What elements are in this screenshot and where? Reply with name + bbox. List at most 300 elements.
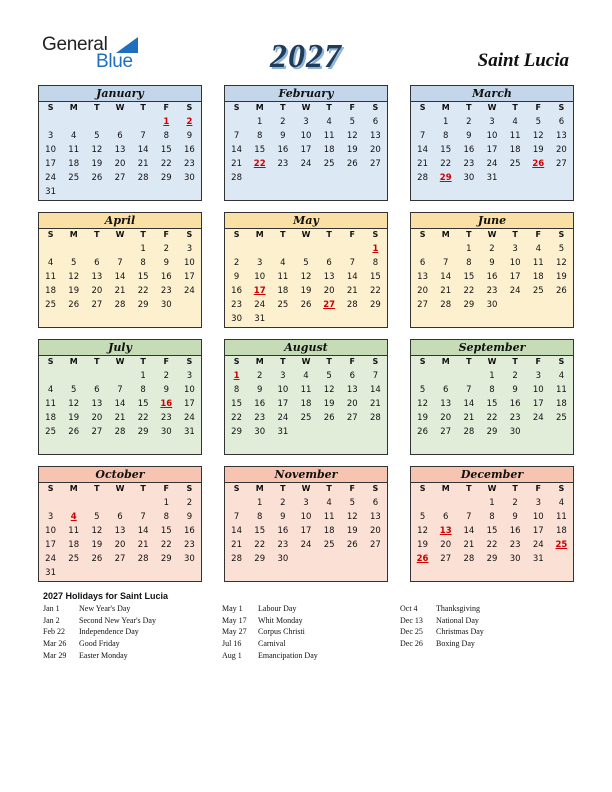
day-cell: 23: [160, 413, 172, 423]
day-cell: 2: [280, 117, 286, 127]
day-cell: 24: [532, 413, 544, 423]
day-cell: 28: [346, 300, 358, 310]
week-row: [411, 383, 573, 397]
day-cell: 24: [509, 286, 521, 296]
week-row: [225, 510, 387, 524]
weekday-label: M: [441, 103, 450, 112]
day-cell: 22: [137, 286, 149, 296]
weekday-label: T: [512, 230, 518, 239]
weekday-label: M: [255, 484, 264, 493]
day-cell: 17: [300, 145, 312, 155]
week-row: [411, 171, 573, 185]
day-cell: 25: [509, 159, 521, 169]
holiday-item: [222, 639, 318, 651]
holiday-day-cell: 29: [439, 173, 452, 183]
holiday-day-cell: 16: [160, 399, 173, 409]
day-cell: 19: [556, 272, 567, 282]
day-cell: 14: [417, 145, 428, 155]
month-name: March: [411, 86, 573, 102]
day-cell: 25: [277, 300, 289, 310]
day-cell: 3: [280, 371, 286, 381]
day-cell: 15: [137, 272, 149, 282]
day-cell: 18: [556, 399, 567, 409]
weekday-header: [39, 229, 201, 241]
day-cell: 8: [140, 385, 146, 395]
week-row: [411, 411, 573, 425]
holiday-column: [400, 604, 484, 651]
day-cell: 20: [370, 145, 381, 155]
weekday-header: [411, 483, 573, 495]
day-cell: 16: [254, 399, 266, 409]
day-cell: 9: [489, 258, 495, 268]
day-cell: 29: [231, 427, 242, 437]
day-cell: 16: [277, 145, 289, 155]
week-row: [411, 552, 573, 566]
month-january: [38, 85, 202, 201]
day-cell: 3: [257, 258, 263, 268]
weekday-label: M: [441, 357, 450, 366]
day-cell: 15: [160, 145, 172, 155]
day-cell: 19: [532, 145, 544, 155]
weekday-label: S: [233, 484, 240, 493]
logo-text-blue: Blue: [96, 51, 133, 72]
day-cell: 4: [558, 498, 565, 508]
day-cell: 25: [532, 286, 544, 296]
day-cell: 16: [463, 145, 475, 155]
month-name: October: [39, 467, 201, 483]
day-cell: 1: [140, 371, 146, 381]
day-cell: 3: [47, 512, 54, 522]
day-cell: 18: [45, 286, 56, 296]
day-cell: 12: [556, 258, 567, 268]
day-cell: 28: [440, 300, 452, 310]
week-row: [411, 496, 573, 510]
day-cell: 12: [346, 131, 358, 141]
day-cell: 18: [532, 272, 544, 282]
day-cell: 15: [486, 399, 498, 409]
day-cell: 1: [140, 244, 146, 254]
week-row: [225, 383, 387, 397]
day-cell: 20: [91, 413, 103, 423]
day-cell: 11: [45, 272, 56, 282]
day-cell: 17: [532, 526, 544, 536]
day-cell: 21: [463, 540, 475, 550]
day-cell: 23: [277, 540, 289, 550]
empty-day-cell: [155, 566, 178, 580]
day-cell: 8: [466, 258, 472, 268]
day-cell: 14: [370, 385, 381, 395]
weekday-label: W: [115, 230, 125, 239]
holiday-item: [222, 627, 318, 639]
weekday-header: [411, 356, 573, 368]
week-row: [411, 143, 573, 157]
empty-day-cell: [411, 369, 434, 383]
empty-day-cell: [364, 552, 387, 566]
day-cell: 8: [257, 131, 263, 141]
day-cell: 23: [184, 540, 195, 550]
day-cell: 14: [137, 526, 149, 536]
day-cell: 9: [257, 385, 263, 395]
day-cell: 13: [440, 399, 452, 409]
day-cell: 31: [184, 427, 195, 437]
day-cell: 31: [532, 554, 544, 564]
empty-day-cell: [364, 425, 387, 439]
day-cell: 22: [254, 540, 266, 550]
empty-day-cell: [411, 242, 434, 256]
empty-day-cell: [457, 496, 480, 510]
holiday-date: Dec 26: [400, 639, 423, 649]
day-cell: 3: [186, 244, 193, 254]
weekday-label: M: [69, 230, 78, 239]
day-cell: 15: [254, 526, 266, 536]
holiday-day-cell: 26: [416, 554, 429, 564]
day-cell: 18: [45, 413, 56, 423]
holiday-day-cell: 17: [253, 286, 266, 296]
week-row: [225, 284, 387, 298]
weekday-label: M: [69, 103, 78, 112]
day-cell: 3: [535, 498, 541, 508]
month-name: November: [225, 467, 387, 483]
day-cell: 13: [370, 131, 381, 141]
month-july: [38, 339, 202, 455]
week-row: [225, 538, 387, 552]
day-cell: 7: [466, 385, 472, 395]
day-cell: 1: [466, 244, 472, 254]
day-cell: 30: [160, 427, 172, 437]
holiday-name: Labour Day: [258, 604, 297, 613]
day-cell: 4: [512, 117, 518, 127]
day-cell: 10: [300, 512, 312, 522]
week-row: [225, 157, 387, 171]
weekday-label: T: [326, 103, 332, 112]
day-cell: 14: [114, 399, 126, 409]
day-cell: 16: [277, 526, 289, 536]
month-february: [224, 85, 388, 201]
holiday-name: Whit Monday: [258, 615, 303, 625]
empty-day-cell: [225, 242, 248, 256]
day-cell: 10: [45, 145, 56, 155]
empty-day-cell: [527, 298, 550, 312]
week-row: [39, 425, 201, 439]
weekday-label: S: [558, 357, 565, 366]
month-name: June: [411, 213, 573, 229]
holiday-day-cell: 22: [253, 159, 266, 169]
holiday-item: [400, 604, 484, 616]
week-row: [39, 397, 201, 411]
holiday-date: May 1: [222, 604, 243, 613]
holiday-day-cell: 1: [233, 371, 240, 381]
empty-day-cell: [364, 312, 387, 326]
weekday-label: F: [163, 484, 169, 493]
day-cell: 11: [532, 258, 544, 268]
day-cell: 17: [184, 399, 195, 409]
month-june: [410, 212, 574, 328]
day-cell: 9: [186, 512, 193, 522]
day-cell: 14: [463, 399, 475, 409]
empty-day-cell: [341, 171, 364, 185]
day-cell: 19: [323, 399, 335, 409]
holiday-column: [222, 604, 318, 662]
month-march: [410, 85, 574, 201]
weekday-label: T: [466, 230, 472, 239]
day-cell: 17: [509, 272, 521, 282]
day-cell: 15: [254, 145, 266, 155]
empty-day-cell: [527, 425, 550, 439]
empty-day-cell: [85, 496, 108, 510]
day-cell: 21: [417, 159, 428, 169]
week-row: [39, 552, 201, 566]
holiday-name: New Year's Day: [79, 604, 131, 613]
day-cell: 28: [370, 413, 381, 423]
empty-day-cell: [318, 425, 341, 439]
day-cell: 22: [160, 159, 172, 169]
day-cell: 2: [163, 371, 169, 381]
day-cell: 30: [486, 300, 498, 310]
day-cell: 15: [137, 399, 149, 409]
day-cell: 19: [417, 413, 428, 423]
day-cell: 7: [466, 512, 472, 522]
empty-day-cell: [108, 115, 131, 129]
empty-day-cell: [341, 425, 364, 439]
day-cell: 6: [94, 385, 100, 395]
day-cell: 16: [184, 145, 195, 155]
day-cell: 30: [277, 554, 289, 564]
day-cell: 5: [71, 385, 77, 395]
empty-day-cell: [550, 552, 573, 566]
empty-day-cell: [411, 115, 434, 129]
day-cell: 6: [558, 117, 565, 127]
week-row: [39, 538, 201, 552]
week-row: [225, 242, 387, 256]
day-cell: 6: [349, 371, 355, 381]
empty-day-cell: [318, 242, 341, 256]
day-cell: 9: [512, 385, 518, 395]
day-cell: 19: [91, 159, 103, 169]
week-row: [225, 115, 387, 129]
day-cell: 27: [556, 159, 567, 169]
day-cell: 25: [68, 554, 80, 564]
empty-day-cell: [108, 185, 131, 199]
day-cell: 15: [231, 399, 242, 409]
day-cell: 30: [463, 173, 475, 183]
day-cell: 2: [280, 498, 286, 508]
day-cell: 21: [231, 540, 242, 550]
country-name: Saint Lucia: [477, 50, 569, 71]
day-cell: 10: [254, 272, 266, 282]
day-cell: 6: [117, 512, 123, 522]
day-cell: 20: [91, 286, 103, 296]
week-row: [39, 510, 201, 524]
day-cell: 16: [509, 399, 521, 409]
empty-day-cell: [62, 369, 85, 383]
weekday-label: T: [326, 230, 332, 239]
week-row: [39, 129, 201, 143]
week-row: [225, 171, 387, 185]
day-cell: 13: [114, 145, 126, 155]
day-cell: 13: [91, 399, 103, 409]
week-row: [225, 397, 387, 411]
weekday-label: W: [115, 357, 125, 366]
day-cell: 25: [68, 173, 80, 183]
day-cell: 19: [300, 286, 312, 296]
day-cell: 21: [114, 413, 126, 423]
day-cell: 28: [231, 173, 242, 183]
empty-day-cell: [39, 369, 62, 383]
holiday-name: Carnival: [258, 639, 286, 649]
day-cell: 4: [47, 385, 54, 395]
weekday-label: T: [94, 103, 100, 112]
day-cell: 29: [137, 427, 149, 437]
weekday-header: [225, 483, 387, 495]
empty-day-cell: [341, 312, 364, 326]
day-cell: 27: [417, 300, 428, 310]
week-row: [225, 256, 387, 270]
day-cell: 8: [257, 512, 263, 522]
empty-day-cell: [294, 312, 317, 326]
weekday-label: S: [186, 357, 193, 366]
day-cell: 24: [300, 159, 312, 169]
weekday-label: T: [94, 484, 100, 493]
empty-day-cell: [364, 171, 387, 185]
day-cell: 24: [300, 540, 312, 550]
day-cell: 16: [184, 526, 195, 536]
empty-day-cell: [434, 369, 457, 383]
weekday-label: T: [512, 103, 518, 112]
holiday-name: Christmas Day: [436, 627, 484, 637]
weekday-label: W: [301, 230, 311, 239]
day-cell: 13: [346, 385, 358, 395]
day-cell: 22: [486, 540, 498, 550]
holiday-day-cell: 1: [372, 244, 379, 254]
day-cell: 29: [486, 427, 498, 437]
day-cell: 3: [535, 371, 541, 381]
empty-day-cell: [294, 171, 317, 185]
day-cell: 7: [349, 258, 355, 268]
day-cell: 18: [68, 540, 80, 550]
day-cell: 19: [417, 540, 428, 550]
day-cell: 5: [326, 371, 332, 381]
day-cell: 6: [443, 512, 449, 522]
day-cell: 17: [532, 399, 544, 409]
day-cell: 26: [68, 427, 80, 437]
day-cell: 7: [117, 385, 123, 395]
weekday-label: M: [255, 230, 264, 239]
weekday-label: S: [419, 103, 426, 112]
week-row: [39, 270, 201, 284]
day-cell: 9: [280, 512, 286, 522]
holiday-item: [222, 616, 318, 628]
day-cell: 2: [512, 371, 518, 381]
calendar-year: 2027: [270, 38, 342, 75]
empty-day-cell: [132, 496, 155, 510]
weekday-label: T: [326, 357, 332, 366]
week-row: [39, 411, 201, 425]
day-cell: 30: [254, 427, 266, 437]
weekday-label: S: [558, 103, 565, 112]
day-cell: 14: [231, 145, 242, 155]
day-cell: 15: [440, 145, 452, 155]
empty-day-cell: [178, 185, 201, 199]
logo-text-general: General: [42, 34, 108, 55]
day-cell: 17: [277, 399, 289, 409]
day-cell: 27: [114, 173, 126, 183]
empty-day-cell: [132, 566, 155, 580]
day-cell: 8: [372, 258, 379, 268]
day-cell: 18: [323, 145, 335, 155]
holiday-day-cell: 25: [555, 540, 568, 550]
week-row: [411, 270, 573, 284]
day-cell: 5: [349, 498, 355, 508]
day-cell: 31: [45, 568, 56, 578]
day-cell: 30: [509, 427, 521, 437]
day-cell: 20: [114, 540, 126, 550]
weekday-label: S: [47, 357, 54, 366]
month-name: August: [225, 340, 387, 356]
week-row: [411, 157, 573, 171]
weekday-label: T: [140, 230, 146, 239]
holidays-title: 2027 Holidays for Saint Lucia: [43, 591, 169, 601]
weekday-header: [225, 102, 387, 114]
empty-day-cell: [318, 552, 341, 566]
holiday-name: Corpus Christi: [258, 627, 305, 637]
empty-day-cell: [341, 552, 364, 566]
day-cell: 16: [231, 286, 242, 296]
day-cell: 22: [370, 286, 381, 296]
day-cell: 28: [231, 554, 242, 564]
holiday-day-cell: 13: [439, 526, 452, 536]
day-cell: 14: [463, 526, 475, 536]
day-cell: 2: [233, 258, 240, 268]
holiday-item: [400, 616, 484, 628]
weekday-label: T: [280, 230, 286, 239]
holiday-item: [222, 604, 318, 616]
weekday-label: F: [163, 103, 169, 112]
day-cell: 17: [486, 145, 498, 155]
day-cell: 19: [91, 540, 103, 550]
weekday-header: [39, 356, 201, 368]
weekday-label: S: [233, 230, 240, 239]
holiday-date: May 27: [222, 627, 247, 637]
day-cell: 12: [417, 526, 428, 536]
weekday-label: T: [140, 103, 146, 112]
day-cell: 3: [489, 117, 495, 127]
day-cell: 30: [184, 173, 195, 183]
weekday-label: F: [349, 103, 355, 112]
day-cell: 9: [512, 512, 518, 522]
holiday-day-cell: 26: [532, 159, 545, 169]
day-cell: 30: [509, 554, 521, 564]
weekday-header: [39, 483, 201, 495]
week-row: [225, 129, 387, 143]
empty-day-cell: [178, 566, 201, 580]
holiday-name: Good Friday: [79, 639, 120, 649]
empty-day-cell: [85, 115, 108, 129]
day-cell: 11: [323, 131, 335, 141]
weekday-label: T: [94, 357, 100, 366]
day-cell: 21: [463, 413, 475, 423]
holiday-date: Aug 1: [222, 650, 242, 660]
weekday-label: F: [163, 357, 169, 366]
day-cell: 31: [254, 314, 266, 324]
day-cell: 20: [417, 286, 428, 296]
day-cell: 14: [114, 272, 126, 282]
day-cell: 21: [137, 540, 149, 550]
day-cell: 9: [186, 131, 193, 141]
day-cell: 20: [440, 540, 452, 550]
day-cell: 29: [160, 554, 172, 564]
weekday-label: T: [280, 103, 286, 112]
day-cell: 2: [186, 498, 193, 508]
